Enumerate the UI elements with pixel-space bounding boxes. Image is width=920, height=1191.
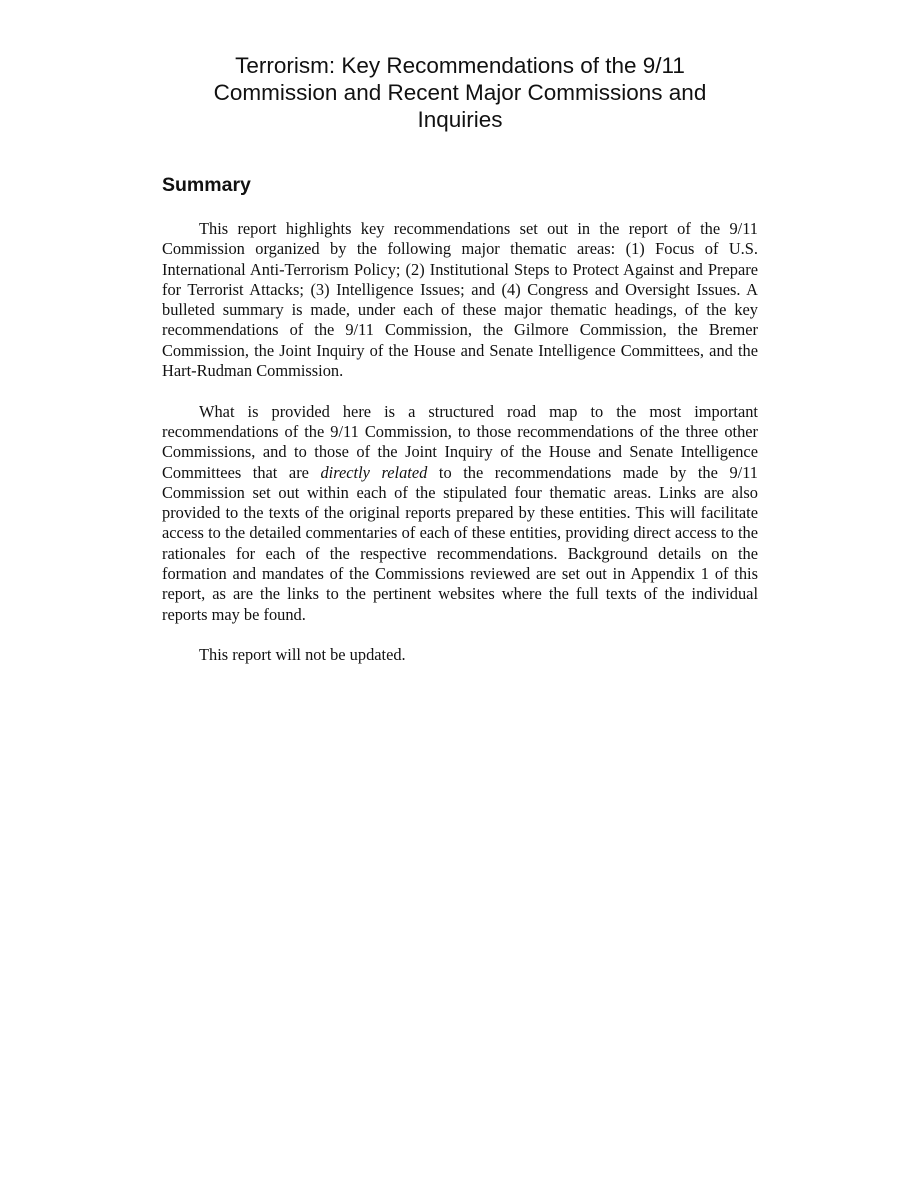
paragraph-2-text-before: What is provided here is a structured road map to the most important recommendations of the 9/11 Commission, to those recommendations of the three other Commissions, and to those of the Joint Inquiry of the House and Senate Intelligence Committees that are bbox=[162, 401, 758, 482]
summary-paragraph-2 bbox=[162, 402, 758, 625]
summary-body bbox=[162, 219, 758, 666]
paragraph-2-emphasis: directly related bbox=[320, 462, 428, 482]
document-title: Terrorism: Key Recommendations of the 9/11 Commission and Recent Major Commissions and Inquiries bbox=[213, 53, 707, 132]
paragraph-2-text-after: to the recommendations made by the 9/11 Commission set out within each of the stipulated four thematic areas. Links are also provided to the texts of the original reports prepared by these entities. This will facilitate access to the detailed commentaries of each of these entities, providing direct access to the rationales for each of the respective recommendations. Background details on the formation and mandates of the Commissions reviewed are set out in Appendix 1 of this report, as are the links to the pertinent websites where the full texts of the individual reports may be found. bbox=[162, 462, 758, 624]
summary-paragraph-1: This report highlights key recommendations set out in the report of the 9/11 Commission organized by the following major thematic areas: (1) Focus of U.S. International Anti-Terrorism Policy; (2) Institutional Steps to Protect Against and Prepare for Terrorist Attacks; (3) Intelligence Issues; and (4) Congress and Oversight Issues. A bulleted summary is made, under each of these major thematic headings, of the key recommendations of the 9/11 Commission, the Gilmore Commission, the Bremer Commission, the Joint Inquiry of the House and Senate Intelligence Committees, and the Hart-Rudman Commission. bbox=[162, 219, 758, 381]
summary-paragraph-3: This report will not be updated. bbox=[199, 645, 406, 665]
document-page bbox=[162, 52, 758, 686]
summary-heading: Summary bbox=[162, 174, 251, 196]
